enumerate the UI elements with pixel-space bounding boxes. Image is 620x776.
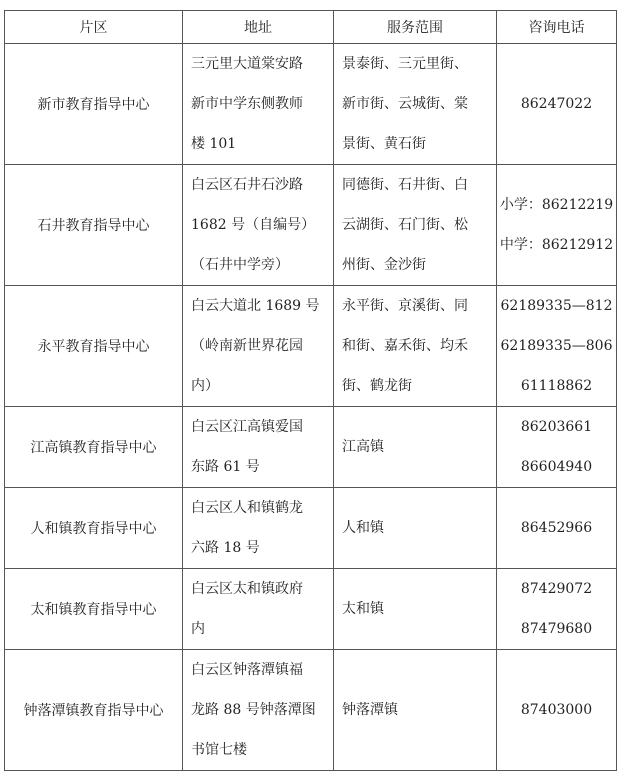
address-line: 三元里大道棠安路 [191, 56, 303, 72]
address-line: （石井中学旁） [191, 257, 289, 273]
phone-cell [497, 165, 617, 286]
scope-line: 永平街、京溪街、同 [342, 298, 468, 314]
address-line: 内） [191, 378, 219, 394]
address-cell [183, 488, 334, 569]
address-line: 楼 101 [191, 136, 237, 152]
scope-line: 钟落潭镇 [342, 702, 398, 718]
scope-cell [334, 650, 497, 771]
address-line: 白云大道北 1689 号 [191, 298, 320, 314]
area-cell: 石井教育指导中心 [5, 165, 183, 286]
address-line: 书馆七楼 [191, 742, 247, 758]
scope-cell [334, 44, 497, 165]
address-cell [183, 44, 334, 165]
phone-cell [497, 407, 617, 488]
address-cell [183, 650, 334, 771]
table-row [5, 44, 617, 165]
area-cell: 永平教育指导中心 [5, 286, 183, 407]
phone-number: 62189335—806 [500, 338, 613, 354]
education-center-table [4, 10, 617, 771]
header-address: 地址 [183, 11, 334, 44]
phone-cell [497, 286, 617, 407]
phone-number: 86203661 [520, 419, 593, 435]
header-scope: 服务范围 [334, 11, 497, 44]
address-line: 内 [191, 621, 205, 637]
scope-line: 景泰街、三元里街、 [342, 56, 468, 72]
scope-line: 江高镇 [342, 439, 384, 455]
phone-number: 62189335—812 [500, 298, 613, 314]
scope-line: 云湖街、石门街、松 [342, 217, 468, 233]
phone-cell [497, 488, 617, 569]
area-cell: 新市教育指导中心 [5, 44, 183, 165]
table-row [5, 407, 617, 488]
scope-line: 和街、嘉禾街、均禾 [342, 338, 468, 354]
address-line: 白云区江高镇爱国 [191, 419, 303, 435]
address-line: （岭南新世界花园 [191, 338, 303, 354]
address-cell [183, 165, 334, 286]
scope-cell [334, 165, 497, 286]
scope-cell [334, 488, 497, 569]
header-area: 片区 [5, 11, 183, 44]
scope-cell [334, 286, 497, 407]
table-row [5, 650, 617, 771]
phone-number: 86247022 [520, 96, 593, 112]
area-cell: 太和镇教育指导中心 [5, 569, 183, 650]
address-line: 白云区钟落潭镇福 [191, 662, 303, 678]
scope-line: 同德街、石井街、白 [342, 177, 468, 193]
area-cell: 江高镇教育指导中心 [5, 407, 183, 488]
address-line: 龙路 88 号钟落潭图 [191, 702, 316, 718]
address-line: 白云区太和镇政府 [191, 581, 303, 597]
address-cell [183, 286, 334, 407]
phone-number: 86604940 [520, 459, 593, 475]
phone-number: 86452966 [520, 520, 593, 536]
address-line: 六路 18 号 [191, 540, 260, 556]
phone-number: 87429072 [520, 581, 593, 597]
address-line: 白云区石井石沙路 [191, 177, 303, 193]
table-row [5, 286, 617, 407]
phone-number: 小学：86212219 [499, 197, 614, 213]
scope-line: 新市街、云城街、棠 [342, 96, 468, 112]
phone-number: 87479680 [520, 621, 593, 637]
scope-line: 街、鹤龙街 [342, 378, 412, 394]
address-line: 1682 号（自编号） [191, 217, 316, 233]
scope-line: 州街、金沙街 [342, 257, 426, 273]
area-cell: 人和镇教育指导中心 [5, 488, 183, 569]
table-row [5, 488, 617, 569]
scope-cell [334, 569, 497, 650]
phone-cell [497, 569, 617, 650]
address-cell [183, 569, 334, 650]
phone-cell [497, 44, 617, 165]
scope-line: 人和镇 [342, 520, 384, 536]
table-row [5, 569, 617, 650]
scope-cell [334, 407, 497, 488]
address-line: 新市中学东侧教师 [191, 96, 303, 112]
table-body [5, 44, 617, 771]
phone-number: 87403000 [520, 702, 593, 718]
scope-line: 太和镇 [342, 601, 384, 617]
phone-cell [497, 650, 617, 771]
address-line: 白云区人和镇鹤龙 [191, 500, 303, 516]
address-cell [183, 407, 334, 488]
header-phone: 咨询电话 [497, 11, 617, 44]
table-row [5, 165, 617, 286]
phone-number: 中学：86212912 [499, 237, 614, 253]
address-line: 东路 61 号 [191, 459, 260, 475]
table-header-row [5, 11, 617, 44]
scope-line: 景街、黄石街 [342, 136, 426, 152]
area-cell: 钟落潭镇教育指导中心 [5, 650, 183, 771]
phone-number: 61118862 [520, 378, 593, 394]
